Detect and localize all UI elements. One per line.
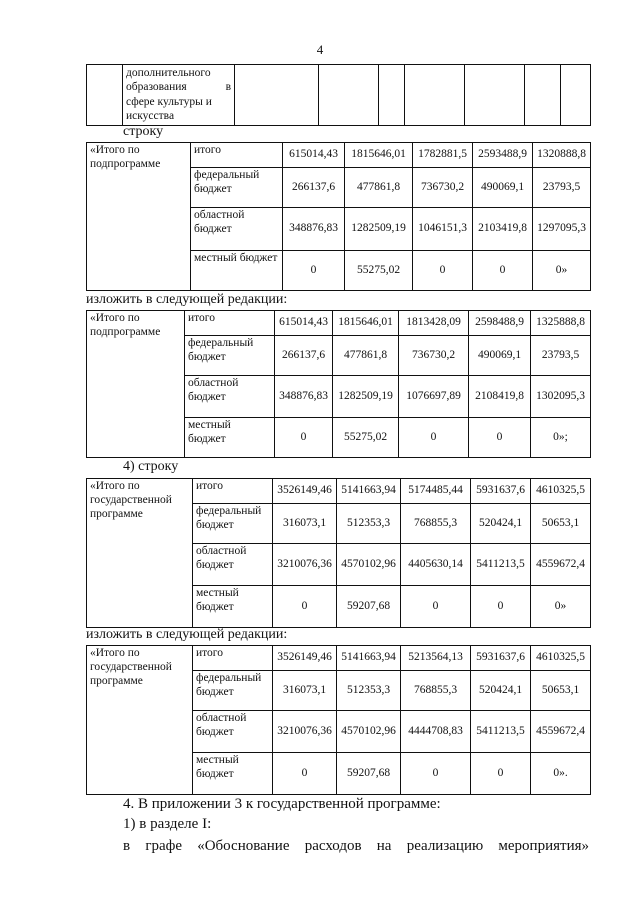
page-number: 4 bbox=[316, 42, 324, 57]
table-cell: 1282509,19 bbox=[345, 208, 413, 251]
fragment-line-2: образования bbox=[126, 81, 187, 94]
table-cell: 5411213,5 bbox=[471, 544, 531, 586]
table-subprogram-old bbox=[86, 142, 591, 291]
table-cell: 1046151,3 bbox=[413, 208, 473, 251]
table-cell: 0»; bbox=[531, 418, 591, 458]
row-label: федеральный бюджет bbox=[193, 504, 273, 544]
empty-cell bbox=[379, 65, 405, 126]
table-cell: 4405630,14 bbox=[401, 544, 471, 586]
table-cell: 0 bbox=[471, 753, 531, 795]
fragment-line-3: в bbox=[225, 81, 231, 94]
table-cell: 477861,8 bbox=[333, 336, 399, 376]
empty-cell bbox=[319, 65, 379, 126]
row-label: областной бюджет bbox=[185, 376, 275, 418]
table-cell: 0 bbox=[413, 251, 473, 291]
table-cell: 4570102,96 bbox=[337, 711, 401, 753]
row-label: местный бюджет bbox=[193, 753, 273, 795]
row-label: областной бюджет bbox=[193, 544, 273, 586]
table-program-old bbox=[86, 478, 591, 628]
row-label: местный бюджет bbox=[193, 586, 273, 628]
row-label: федеральный бюджет bbox=[193, 671, 273, 711]
table-cell: 5931637,6 bbox=[471, 479, 531, 504]
row-label: федеральный бюджет bbox=[191, 168, 283, 208]
table-cell: 59207,68 bbox=[337, 753, 401, 795]
table-cell: 736730,2 bbox=[399, 336, 469, 376]
word: мероприятия» bbox=[498, 838, 589, 854]
row-label: областной бюджет bbox=[191, 208, 283, 251]
instruction-line-3: 4) строку bbox=[123, 459, 179, 474]
table-cell: 4559672,4 bbox=[531, 544, 591, 586]
table-cell: 316073,1 bbox=[273, 671, 337, 711]
instruction-line-1: строку bbox=[123, 124, 164, 139]
table-cell: 615014,43 bbox=[283, 143, 345, 168]
table-cell: 615014,43 bbox=[275, 311, 333, 336]
table-cell: 0» bbox=[531, 586, 591, 628]
table-cell: 23793,5 bbox=[531, 336, 591, 376]
row-label: итого bbox=[193, 479, 273, 504]
table-cell: 1782881,5 bbox=[413, 143, 473, 168]
table-cell: 490069,1 bbox=[473, 168, 533, 208]
word: «Обоснование bbox=[197, 838, 290, 854]
table-cell: 59207,68 bbox=[337, 586, 401, 628]
word: расходов bbox=[304, 838, 362, 854]
table-cell: 0 bbox=[275, 418, 333, 458]
table-cell: 477861,8 bbox=[345, 168, 413, 208]
empty-cell bbox=[561, 65, 591, 126]
table-cell: 55275,02 bbox=[333, 418, 399, 458]
table-cell: 5174485,44 bbox=[401, 479, 471, 504]
table-cell: 520424,1 bbox=[471, 504, 531, 544]
empty-cell bbox=[405, 65, 465, 126]
table-cell: 1813428,09 bbox=[399, 311, 469, 336]
empty-cell bbox=[465, 65, 525, 126]
paragraph-appendix: 4. В приложении 3 к государственной программе: bbox=[123, 796, 441, 812]
table-cell: 55275,02 bbox=[345, 251, 413, 291]
table-cell: 0 bbox=[273, 586, 337, 628]
table-cell: 1815646,01 bbox=[333, 311, 399, 336]
table-cell: 0 bbox=[401, 753, 471, 795]
table-cell: 768855,3 bbox=[401, 671, 471, 711]
table-program-new bbox=[86, 645, 591, 795]
table-cell: 0 bbox=[399, 418, 469, 458]
first-column-label: «Итого по подпрограмме bbox=[87, 311, 185, 458]
table-cell: 4610325,5 bbox=[531, 646, 591, 671]
table-cell: 50653,1 bbox=[531, 671, 591, 711]
table-cell: 348876,83 bbox=[275, 376, 333, 418]
row-label: федеральный бюджет bbox=[185, 336, 275, 376]
table-cell: 490069,1 bbox=[469, 336, 531, 376]
first-column-label: «Итого по государственной программе bbox=[87, 479, 193, 628]
table-cell: 520424,1 bbox=[471, 671, 531, 711]
table-cell: 768855,3 bbox=[401, 504, 471, 544]
table-subprogram-new bbox=[86, 310, 591, 458]
table-cell: 4570102,96 bbox=[337, 544, 401, 586]
word: реализацию bbox=[406, 838, 484, 854]
table-cell: 1076697,89 bbox=[399, 376, 469, 418]
instruction-line-4: изложить в следующей редакции: bbox=[86, 627, 288, 642]
table-cell: 316073,1 bbox=[273, 504, 337, 544]
table-cell: 1320888,8 bbox=[533, 143, 591, 168]
fragment-text-cell bbox=[123, 65, 235, 126]
empty-cell bbox=[525, 65, 561, 126]
table-cell: 2598488,9 bbox=[469, 311, 531, 336]
instruction-line-2: изложить в следующей редакции: bbox=[86, 292, 288, 307]
table-cell: 1297095,3 bbox=[533, 208, 591, 251]
table-cell: 3526149,46 bbox=[273, 479, 337, 504]
first-column-label: «Итого по подпрограмме bbox=[87, 143, 191, 291]
table-cell: 4559672,4 bbox=[531, 711, 591, 753]
table-cell: 512353,3 bbox=[337, 504, 401, 544]
empty-cell bbox=[235, 65, 319, 126]
table-cell: 5213564,13 bbox=[401, 646, 471, 671]
table-cell: 3210076,36 bbox=[273, 544, 337, 586]
table-cell: 0» bbox=[533, 251, 591, 291]
row-label: местный бюджет bbox=[191, 251, 283, 291]
table-cell: 0». bbox=[531, 753, 591, 795]
table-cell: 0 bbox=[469, 418, 531, 458]
first-column-label: «Итого по государственной программе bbox=[87, 646, 193, 795]
table-cell: 512353,3 bbox=[337, 671, 401, 711]
fragment-line-5: искусства bbox=[126, 110, 175, 123]
table-cell: 4610325,5 bbox=[531, 479, 591, 504]
row-label: итого bbox=[185, 311, 275, 336]
fragment-line-1: дополнительного bbox=[126, 67, 211, 79]
row-label: итого bbox=[191, 143, 283, 168]
table-cell: 0 bbox=[283, 251, 345, 291]
table-cell: 1815646,01 bbox=[345, 143, 413, 168]
word: на bbox=[376, 838, 392, 854]
paragraph-column bbox=[123, 838, 589, 855]
table-cell: 266137,6 bbox=[275, 336, 333, 376]
table-cell: 3526149,46 bbox=[273, 646, 337, 671]
table-cell: 5931637,6 bbox=[471, 646, 531, 671]
paragraph-section: 1) в разделе I: bbox=[123, 816, 212, 832]
word: графе bbox=[145, 838, 182, 854]
empty-cell bbox=[87, 65, 123, 126]
table-cell: 50653,1 bbox=[531, 504, 591, 544]
fragment-line-4: сфере культуры и bbox=[126, 95, 212, 108]
table-cell: 5411213,5 bbox=[471, 711, 531, 753]
table-cell: 2593488,9 bbox=[473, 143, 533, 168]
table-cell: 1282509,19 bbox=[333, 376, 399, 418]
table-cell: 0 bbox=[273, 753, 337, 795]
table-cell: 4444708,83 bbox=[401, 711, 471, 753]
table-cell: 1325888,8 bbox=[531, 311, 591, 336]
table-cell: 1302095,3 bbox=[531, 376, 591, 418]
table-cell: 5141663,94 bbox=[337, 479, 401, 504]
row-label: областной бюджет bbox=[193, 711, 273, 753]
table-cell: 266137,6 bbox=[283, 168, 345, 208]
top-fragment-table bbox=[86, 64, 591, 126]
word: в bbox=[123, 838, 131, 854]
table-cell: 2108419,8 bbox=[469, 376, 531, 418]
table-cell: 0 bbox=[473, 251, 533, 291]
table-cell: 0 bbox=[471, 586, 531, 628]
row-label: местный бюджет bbox=[185, 418, 275, 458]
table-cell: 736730,2 bbox=[413, 168, 473, 208]
table-cell: 348876,83 bbox=[283, 208, 345, 251]
row-label: итого bbox=[193, 646, 273, 671]
table-cell: 3210076,36 bbox=[273, 711, 337, 753]
table-cell: 0 bbox=[401, 586, 471, 628]
table-cell: 23793,5 bbox=[533, 168, 591, 208]
table-cell: 5141663,94 bbox=[337, 646, 401, 671]
table-cell: 2103419,8 bbox=[473, 208, 533, 251]
